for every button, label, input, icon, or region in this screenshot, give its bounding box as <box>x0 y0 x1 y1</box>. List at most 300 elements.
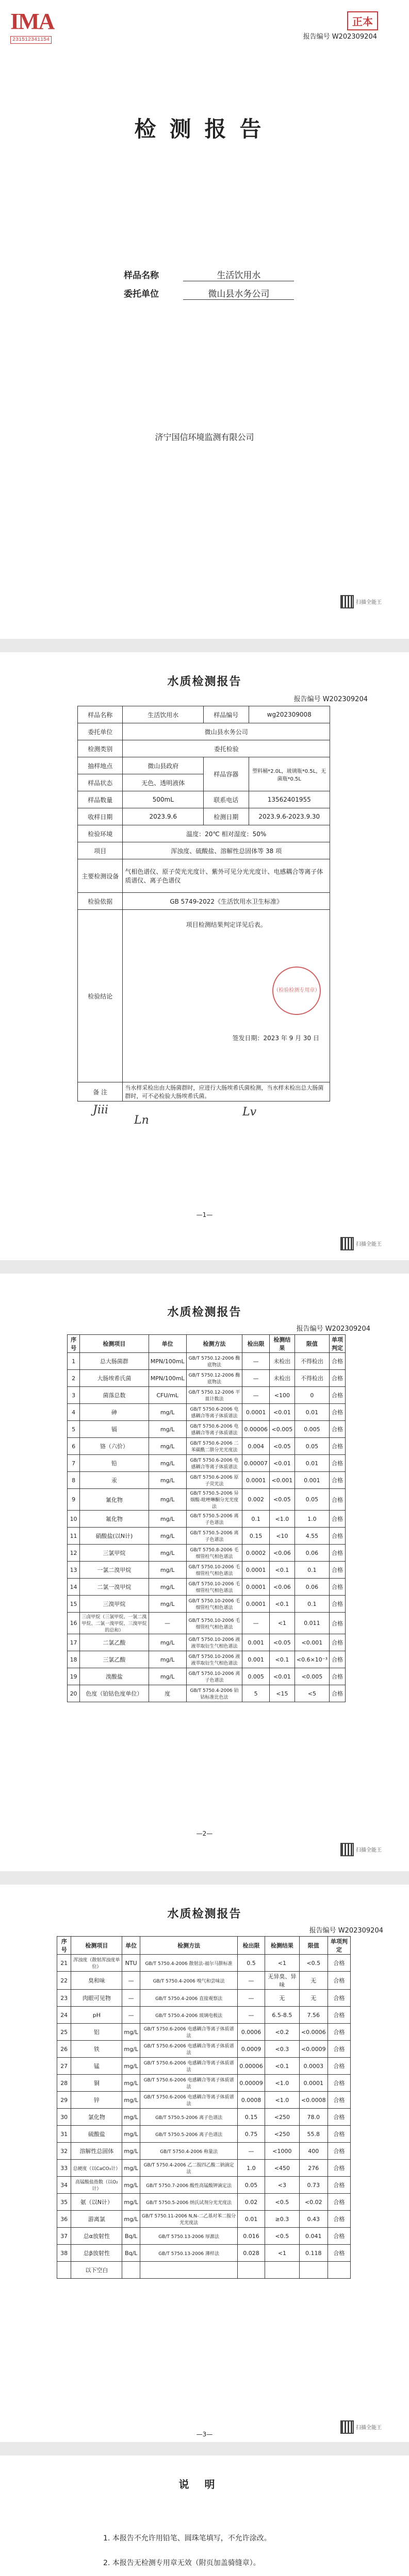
table-cell: mg/L <box>149 1668 186 1685</box>
table-cell: mg/L <box>122 2075 140 2092</box>
table-cell: <1 <box>265 2245 299 2262</box>
table-cell: 78.0 <box>299 2109 328 2126</box>
table-cell: <1 <box>265 1955 299 1972</box>
table-cell: mg/L <box>122 2126 140 2143</box>
column-header: 序号 <box>68 1335 80 1353</box>
table-row <box>68 1421 346 1438</box>
table-cell: <0.2 <box>265 2024 299 2041</box>
table-cell: <3 <box>265 2177 299 2194</box>
table-cell: 1.0 <box>295 1511 329 1528</box>
table-cell: <450 <box>265 2160 299 2177</box>
table-cell: 16 <box>68 1613 80 1634</box>
table-cell: 合格 <box>328 2126 350 2143</box>
table-cell: 三卤甲烷（三氯甲烷、一氯二溴甲烷、二氯一溴甲烷、三溴甲烷的总和） <box>80 1613 149 1634</box>
table-cell: 总大肠菌群 <box>80 1353 149 1370</box>
table-cell: 总β放射性 <box>71 2245 122 2262</box>
table-cell: — <box>242 1613 270 1634</box>
table-cell: GB/T 5750.6-2006 电感耦合等离子体质谱法 <box>140 2041 237 2058</box>
table-cell: 1 <box>68 1353 80 1370</box>
table-cell: GB/T 5750.4-2006 散射法-福尔马肼标准 <box>140 1955 237 1972</box>
table-cell: mg/L <box>149 1596 186 1613</box>
table-cell: 氟化物 <box>80 1511 149 1528</box>
table-cell: 55.8 <box>299 2126 328 2143</box>
table-cell: 37 <box>57 2228 71 2245</box>
table-cell: 3 <box>68 1387 80 1404</box>
table-cell: 0.05 <box>238 2177 265 2194</box>
table-cell: 0.0001 <box>242 1562 270 1579</box>
table-cell: 合格 <box>330 1545 346 1562</box>
table-cell: mg/L <box>122 2211 140 2228</box>
table-cell: <0.05 <box>269 1489 295 1511</box>
table-cell: 17 <box>68 1634 80 1651</box>
ma-certification-logo <box>10 10 70 41</box>
sample-name-value: 生活饮用水 <box>183 268 294 281</box>
table-cell: 合格 <box>328 2177 350 2194</box>
table-cell: 合格 <box>328 2092 350 2109</box>
report-number: 报告编号 W202309204 <box>293 696 368 703</box>
table-cell: 合格 <box>328 2024 350 2041</box>
table-row <box>68 1562 346 1579</box>
table-row <box>57 2092 351 2109</box>
notes-title: 说明 <box>178 2478 231 2490</box>
table-cell: GB/T 5750.4-2006 玻璃电极法 <box>140 2007 237 2024</box>
table-cell: 7.56 <box>299 2007 328 2024</box>
table-row <box>68 1387 346 1404</box>
notes-page <box>0 2455 409 2576</box>
qr-code-icon <box>340 1237 354 1250</box>
table-cell: mg/L <box>149 1455 186 1472</box>
table-row: 检测类别 委托检验 <box>78 740 330 757</box>
page-separator <box>0 639 409 652</box>
table-cell: 0.73 <box>299 2177 328 2194</box>
table-cell: 总硬度（以CaCO₃计） <box>71 2160 122 2177</box>
qr-code-icon <box>340 595 354 608</box>
table-row: 检验结论 项目检测结果判定详见后表。 （检验检测专用章） 签发日期：2023 年 9 月 30 日 <box>78 910 330 1082</box>
table-cell: 高锰酸盐指数（以O₂计） <box>71 2177 122 2194</box>
table-cell: 合格 <box>328 2143 350 2160</box>
table-cell: mg/L <box>149 1634 186 1651</box>
results-table <box>67 1334 346 1702</box>
ma-number: 231512341154 <box>10 36 52 44</box>
scanner-watermark: 扫描全能王 <box>356 2425 382 2431</box>
table-cell: <0.02 <box>299 2194 328 2211</box>
table-cell: — <box>122 2007 140 2024</box>
table-cell: 28 <box>57 2075 71 2092</box>
table-cell: 30 <box>57 2109 71 2126</box>
table-cell: 19 <box>68 1668 80 1685</box>
table-cell <box>122 2262 140 2279</box>
page-number: —3— <box>196 2431 213 2438</box>
table-cell: 0.0003 <box>299 2058 328 2075</box>
table-cell: <0.1 <box>269 1596 295 1613</box>
signature-3: Lv <box>242 1106 257 1118</box>
table-cell: 0.0001 <box>242 1404 270 1421</box>
table-cell: 29 <box>57 2092 71 2109</box>
table-cell: GB/T 5750.5-2006 离子色谱法 <box>186 1528 242 1545</box>
table-cell: mg/L <box>122 2177 140 2194</box>
table-cell: 24 <box>57 2007 71 2024</box>
table-cell: 22 <box>57 1972 71 1990</box>
client-value: 微山县水务公司 <box>183 286 294 300</box>
table-cell: 8 <box>68 1472 80 1489</box>
table-cell: 0 <box>295 1387 329 1404</box>
table-cell: GB/T 5750.12-2006 酶底物法 <box>186 1370 242 1387</box>
table-row <box>57 2126 351 2143</box>
table-cell: GB/T 5750.10-2006 液液萃取衍生气相色谱法 <box>186 1634 242 1651</box>
column-header: 检测结果 <box>269 1335 295 1353</box>
table-row <box>68 1651 346 1668</box>
table-cell: 33 <box>57 2160 71 2177</box>
table-row <box>57 2160 351 2177</box>
table-cell: 铁 <box>71 2041 122 2058</box>
table-cell: 合格 <box>328 1990 350 2007</box>
table-cell: 0.01 <box>295 1404 329 1421</box>
table-cell: 0.005 <box>295 1421 329 1438</box>
scanner-watermark: 扫描全能王 <box>356 600 382 605</box>
table-row <box>57 2245 351 2262</box>
table-cell: 浑浊度（散射浑浊度单位） <box>71 1955 122 1972</box>
table-cell: 0.5 <box>238 1955 265 1972</box>
table-cell: GB/T 5750.5-2006 纳氏试剂分光光度法 <box>140 2194 237 2211</box>
table-cell: 0.15 <box>242 1528 270 1545</box>
table-cell: GB/T 5750.7-2006 酸性高锰酸钾滴定法 <box>140 2177 237 2194</box>
table-cell: 三溴甲烷 <box>80 1596 149 1613</box>
results-table <box>57 1936 351 2279</box>
table-cell: <0.5 <box>265 2194 299 2211</box>
table-cell: 14 <box>68 1579 80 1596</box>
table-cell: 0.01 <box>295 1455 329 1472</box>
table-cell: 合格 <box>330 1370 346 1387</box>
table-cell: 11 <box>68 1528 80 1545</box>
cover-title: 检测报告 <box>134 116 275 142</box>
table-cell: 0.05 <box>295 1438 329 1455</box>
table-cell: 游离氯 <box>71 2211 122 2228</box>
table-cell: <5 <box>295 1685 329 1702</box>
table-cell: 合格 <box>330 1489 346 1511</box>
table-row <box>57 2143 351 2160</box>
table-cell: mg/L <box>149 1579 186 1596</box>
table-cell: 砷 <box>80 1404 149 1421</box>
table-row <box>57 2194 351 2211</box>
table-cell: mg/L <box>149 1472 186 1489</box>
table-cell: — <box>238 2143 265 2160</box>
table-cell: — <box>122 1972 140 1990</box>
table-cell: 合格 <box>330 1596 346 1613</box>
table-cell: 合格 <box>328 2075 350 2092</box>
table-row <box>57 1990 351 2007</box>
table-cell: <0.5 <box>299 1955 328 1972</box>
table-cell: 二氯乙酸 <box>80 1634 149 1651</box>
table-cell: mg/L <box>149 1562 186 1579</box>
table-cell: 镉 <box>80 1421 149 1438</box>
table-cell: GB/T 5750.13-2006 厚源法 <box>140 2228 237 2245</box>
table-cell: 4.55 <box>295 1528 329 1545</box>
table-cell: 铝 <box>71 2024 122 2041</box>
table-cell: GB/T 5750.5-2006 离子色谱法 <box>140 2126 237 2143</box>
table-cell: GB/T 5750.10-2006 液液萃取衍生气相色谱法 <box>186 1651 242 1668</box>
table-cell: 三氯乙酸 <box>80 1651 149 1668</box>
table-cell: GB/T 5750.6-2006 电感耦合等离子体质谱法 <box>186 1404 242 1421</box>
page-number: —2— <box>196 1830 213 1837</box>
table-row <box>68 1668 346 1685</box>
table-cell: 0.004 <box>242 1438 270 1455</box>
table-cell: GB/T 5750.4-2006 直接观察法 <box>140 1990 237 2007</box>
table-cell: 合格 <box>328 2211 350 2228</box>
table-cell: 无 <box>299 1972 328 1990</box>
table-cell: GB/T 5750.10-2006 毛细管柱气相色谱法 <box>186 1596 242 1613</box>
table-cell <box>265 2262 299 2279</box>
table-row <box>57 1972 351 1990</box>
page-title: 水质检测报告 <box>167 1908 242 1921</box>
table-cell: 0.005 <box>242 1668 270 1685</box>
table-cell: 0.43 <box>299 2211 328 2228</box>
table-cell: 合格 <box>330 1353 346 1370</box>
table-cell: <1.0 <box>265 2075 299 2092</box>
table-cell: <100 <box>269 1387 295 1404</box>
table-cell: 合格 <box>328 1955 350 1972</box>
table-cell: 34 <box>57 2177 71 2194</box>
table-cell: GB/T 5750.6-2006 电感耦合等离子体质谱法 <box>186 1455 242 1472</box>
table-cell: GB/T 5750.6-2006 电感耦合等离子体质谱法 <box>186 1421 242 1438</box>
inspection-stamp: （检验检测专用章） <box>272 967 321 1015</box>
table-cell: <1 <box>269 1613 295 1634</box>
table-cell: 0.0009 <box>238 2041 265 2058</box>
table-cell: 0.016 <box>238 2228 265 2245</box>
table-cell: 合格 <box>330 1685 346 1702</box>
table-cell: <15 <box>269 1685 295 1702</box>
table-cell: 合格 <box>328 2228 350 2245</box>
table-cell: mg/L <box>122 2109 140 2126</box>
table-cell: 5 <box>68 1421 80 1438</box>
table-header-row <box>68 1335 346 1353</box>
table-cell: GB/T 5750.4-2006 称量法 <box>140 2143 237 2160</box>
sample-name-label: 样品名称 <box>124 270 159 281</box>
table-cell: mg/L <box>122 2194 140 2211</box>
table-cell: 0.118 <box>299 2245 328 2262</box>
column-header: 单位 <box>122 1937 140 1955</box>
table-cell: 400 <box>299 2143 328 2160</box>
table-cell: <0.0006 <box>299 2024 328 2041</box>
report-number: 报告编号 W202309204 <box>303 33 377 41</box>
table-cell: MPN/100mL <box>149 1370 186 1387</box>
table-cell: 锌 <box>71 2092 122 2109</box>
table-cell: 合格 <box>330 1668 346 1685</box>
table-cell: 0.00009 <box>238 2075 265 2092</box>
table-cell: 0.1 <box>242 1511 270 1528</box>
qr-code-icon <box>340 1843 354 1856</box>
table-cell: <0.05 <box>269 1634 295 1651</box>
table-cell: 一氯二溴甲烷 <box>80 1562 149 1579</box>
table-cell: 度 <box>149 1685 186 1702</box>
table-cell: 23 <box>57 1990 71 2007</box>
table-cell: 20 <box>68 1685 80 1702</box>
table-cell: 合格 <box>330 1528 346 1545</box>
table-row <box>68 1685 346 1702</box>
table-row <box>68 1596 346 1613</box>
table-cell: mg/L <box>149 1489 186 1511</box>
table-cell: 0.1 <box>295 1596 329 1613</box>
table-cell: 36 <box>57 2211 71 2228</box>
table-cell: <0.06 <box>269 1579 295 1596</box>
table-cell: — <box>238 1972 265 1990</box>
table-cell: 0.02 <box>238 2194 265 2211</box>
column-header: 检测结果 <box>265 1937 299 1955</box>
table-row <box>57 1955 351 1972</box>
table-cell: GB/T 5750.6-2006 电感耦合等离子体质谱法 <box>140 2024 237 2041</box>
table-cell: 1.0 <box>238 2160 265 2177</box>
table-cell: <0.0008 <box>299 2092 328 2109</box>
table-cell: 35 <box>57 2194 71 2211</box>
table-cell: 合格 <box>330 1579 346 1596</box>
table-cell: 氰化物 <box>80 1489 149 1511</box>
table-cell: 三氯甲烷 <box>80 1545 149 1562</box>
table-cell: MPN/100mL <box>149 1353 186 1370</box>
table-row: 委托单位 微山县水务公司 <box>78 723 330 740</box>
table-row: 检验依据 GB 5749-2022《生活饮用水卫生标准》 <box>78 893 330 910</box>
table-cell: <0.005 <box>295 1668 329 1685</box>
table-cell: <10 <box>269 1528 295 1545</box>
table-cell: 0.75 <box>238 2126 265 2143</box>
table-cell: GB/T 5750.10-2006 毛细管柱气相色谱法 <box>186 1579 242 1596</box>
table-cell: GB/T 5750.13-2006 薄样法 <box>140 2245 237 2262</box>
column-header: 检测方法 <box>186 1335 242 1353</box>
table-row <box>57 2109 351 2126</box>
copy-mark: 正本 <box>347 11 378 30</box>
table-cell: <0.1 <box>265 2058 299 2075</box>
info-table <box>77 706 330 1101</box>
table-cell: <0.6×10⁻³ <box>295 1651 329 1668</box>
table-cell: 合格 <box>330 1404 346 1421</box>
table-cell: 铬（六价） <box>80 1438 149 1455</box>
table-cell: 溴酸盐 <box>80 1668 149 1685</box>
report-number: 报告编号 W202309204 <box>296 1325 370 1333</box>
table-cell: 二氯一溴甲烷 <box>80 1579 149 1596</box>
table-cell: 未检出 <box>269 1353 295 1370</box>
table-cell: — <box>238 1990 265 2007</box>
table-row: 样品数量 500mL 联系电话 13562401955 <box>78 791 330 808</box>
table-row <box>57 2041 351 2058</box>
table-cell: — <box>122 1990 140 2007</box>
table-row <box>68 1489 346 1511</box>
table-cell: 6.5-8.5 <box>265 2007 299 2024</box>
table-cell: 10 <box>68 1511 80 1528</box>
table-row: 备 注 当水样采检出由大肠菌群时，应进行大肠埃希氏菌检测，当水样未检出总大肠菌群时，可不必检验大肠埃希氏菌。 <box>78 1082 330 1101</box>
table-cell <box>299 2262 328 2279</box>
results-page-1 <box>0 1274 409 1871</box>
scanner-watermark: 扫描全能王 <box>356 1242 382 1247</box>
table-row <box>68 1528 346 1545</box>
report-number: 报告编号 W202309204 <box>309 1927 383 1935</box>
table-row: 样品名称 生活饮用水 样品编号 wg202309008 <box>78 706 330 723</box>
table-cell: Bq/L <box>122 2228 140 2245</box>
table-cell: 合格 <box>330 1455 346 1472</box>
column-header: 单项判定 <box>328 1937 350 1955</box>
table-cell: 合格 <box>330 1634 346 1651</box>
table-cell: mg/L <box>122 2041 140 2058</box>
column-header: 检出限 <box>242 1335 270 1353</box>
table-cell: 合格 <box>330 1651 346 1668</box>
table-cell: <1000 <box>265 2143 299 2160</box>
table-cell: Bq/L <box>122 2245 140 2262</box>
table-cell: 0.15 <box>238 2109 265 2126</box>
table-cell: GB/T 5750.6-2006 电感耦合等离子体质谱法 <box>140 2092 237 2109</box>
column-header: 单位 <box>149 1335 186 1353</box>
table-cell: 肉眼可见物 <box>71 1990 122 2007</box>
table-cell: mg/L <box>149 1545 186 1562</box>
table-cell: <250 <box>265 2109 299 2126</box>
table-row <box>68 1370 346 1387</box>
table-cell: GB/T 5750.6-2006 电感耦合等离子体质谱法 <box>140 2075 237 2092</box>
issue-date: 签发日期：2023 年 9 月 30 日 <box>232 1035 319 1042</box>
table-cell: mg/L <box>149 1404 186 1421</box>
table-row <box>68 1455 346 1472</box>
table-cell: 9 <box>68 1489 80 1511</box>
table-cell: 0.001 <box>242 1634 270 1651</box>
table-cell: GB/T 5750.12-2006 平皿计数法 <box>186 1387 242 1404</box>
table-cell: 溶解性总固体 <box>71 2143 122 2160</box>
table-cell: 合格 <box>328 2058 350 2075</box>
table-cell: <0.1 <box>269 1562 295 1579</box>
table-cell: 27 <box>57 2058 71 2075</box>
table-cell: 无 <box>299 1990 328 2007</box>
table-row: 检验环境 温度：20℃ 相对湿度：50% <box>78 825 330 842</box>
client-row <box>124 286 299 300</box>
table-cell: mg/L <box>122 2143 140 2160</box>
table-cell: 不得检出 <box>295 1370 329 1387</box>
table-cell: 0.05 <box>295 1489 329 1511</box>
table-row <box>68 1613 346 1634</box>
table-row <box>57 2177 351 2194</box>
table-row <box>57 2007 351 2024</box>
table-cell: 0.1 <box>295 1562 329 1579</box>
table-cell: 合格 <box>328 2109 350 2126</box>
column-header: 序号 <box>57 1937 71 1955</box>
table-cell: mg/L <box>149 1438 186 1455</box>
sample-name-row <box>124 268 299 281</box>
table-cell: mg/L <box>122 2058 140 2075</box>
table-cell: <0.001 <box>269 1472 295 1489</box>
table-cell: GB/T 5750.12-2006 酶底物法 <box>186 1353 242 1370</box>
table-cell: <0.001 <box>295 1634 329 1651</box>
table-cell: 硫酸盐 <box>71 2126 122 2143</box>
table-cell: 38 <box>57 2245 71 2262</box>
column-header: 检出限 <box>238 1937 265 1955</box>
table-cell: — <box>242 1387 270 1404</box>
table-cell <box>57 2262 71 2279</box>
table-cell: — <box>149 1613 186 1634</box>
table-cell: mg/L <box>149 1651 186 1668</box>
table-cell: — <box>242 1353 270 1370</box>
table-cell: 合格 <box>330 1387 346 1404</box>
table-cell: GB/T 5750.4-2006 铂钴标准比色法 <box>186 1685 242 1702</box>
table-cell: GB/T 5750.8-2006 毛细管柱气相色谱法 <box>186 1545 242 1562</box>
table-cell: 0.0008 <box>238 2092 265 2109</box>
table-cell: 0.06 <box>295 1579 329 1596</box>
column-header: 检测项目 <box>80 1335 149 1353</box>
table-cell: 合格 <box>330 1511 346 1528</box>
ma-logo-text: IMA <box>10 9 54 34</box>
table-row <box>57 2075 351 2092</box>
table-cell <box>140 2262 237 2279</box>
table-row <box>57 2024 351 2041</box>
table-cell: 铅 <box>80 1455 149 1472</box>
table-row <box>57 2228 351 2245</box>
table-cell <box>238 2262 265 2279</box>
conclusion-text: 项目检测结果判定详见后表。 <box>186 921 267 928</box>
table-cell: 菌落总数 <box>80 1387 149 1404</box>
table-cell: 0.0001 <box>242 1579 270 1596</box>
table-cell: 0.06 <box>295 1545 329 1562</box>
